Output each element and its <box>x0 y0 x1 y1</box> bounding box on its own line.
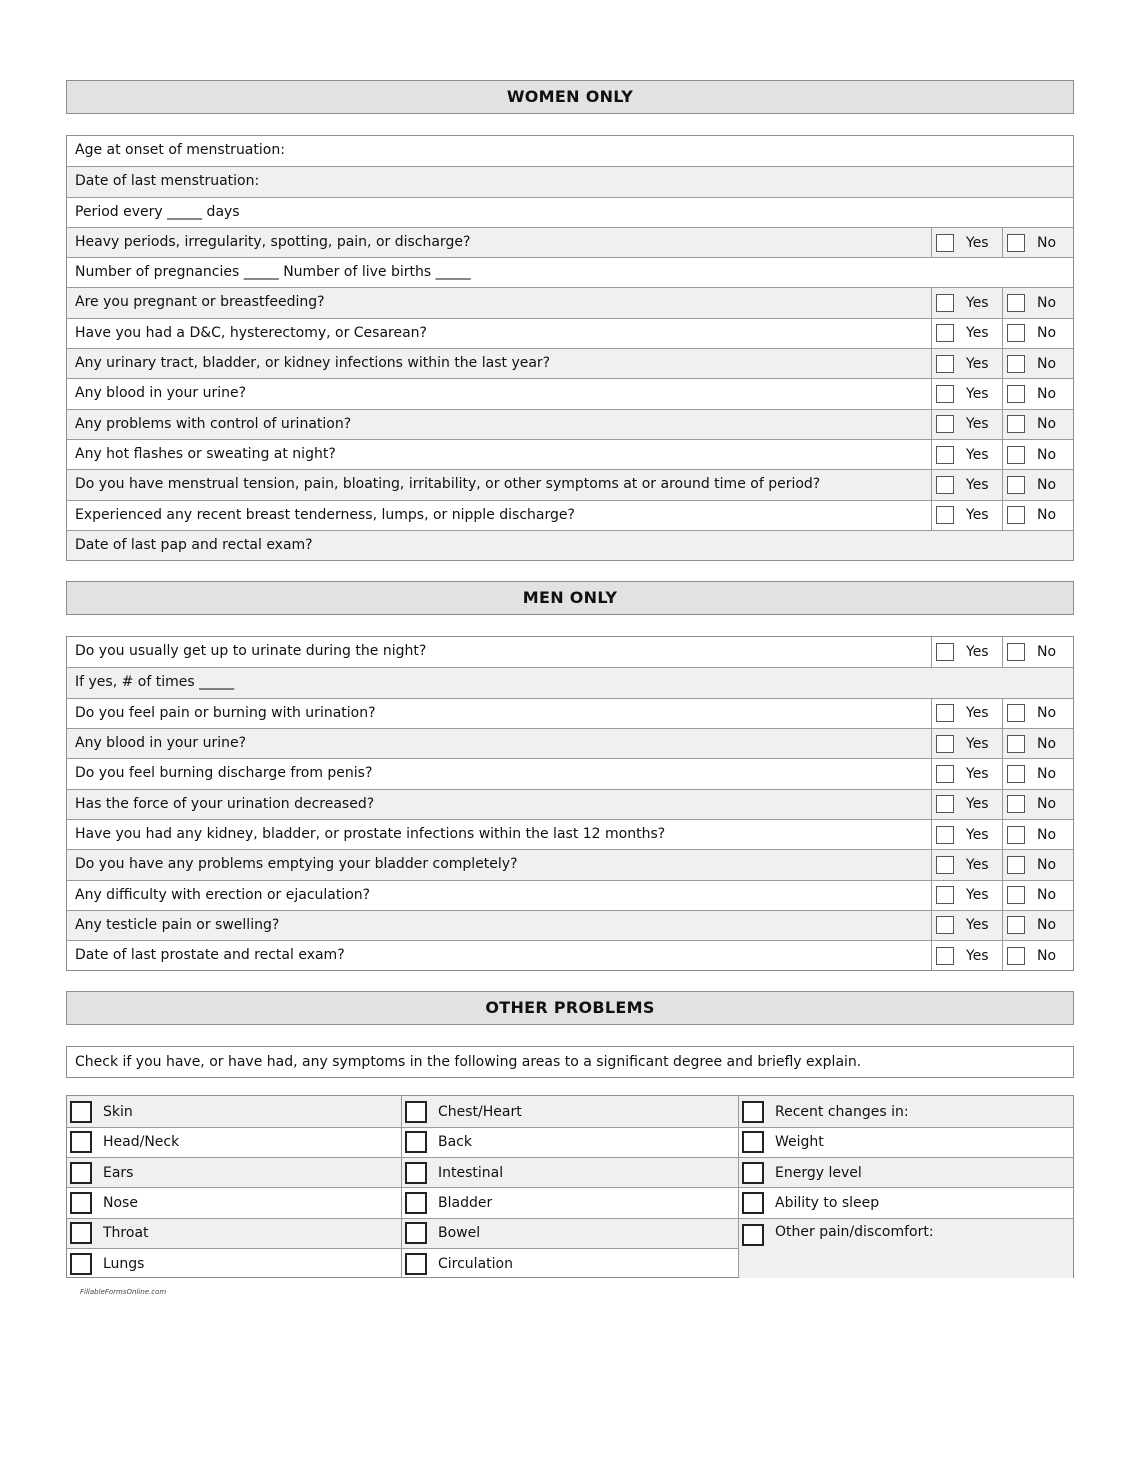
men-question-row <box>67 698 1073 728</box>
symptom-item <box>739 1187 1073 1217</box>
yes-option <box>931 501 1002 530</box>
yes-label: Yes <box>966 507 989 524</box>
yes-label: Yes <box>966 325 989 342</box>
no-option <box>1002 470 1073 499</box>
symptom-label: Ability to sleep <box>775 1194 880 1211</box>
no-checkbox[interactable] <box>1007 476 1025 494</box>
yes-option <box>931 379 1002 408</box>
symptom-label: Head/Neck <box>103 1134 180 1151</box>
question-text: Heavy periods, irregularity, spotting, pain, or discharge? <box>75 233 471 250</box>
symptom-checkbox[interactable] <box>405 1222 427 1244</box>
symptom-item <box>67 1187 401 1217</box>
yes-checkbox[interactable] <box>936 476 954 494</box>
yes-checkbox[interactable] <box>936 826 954 844</box>
no-option <box>1002 699 1073 728</box>
yes-option <box>931 911 1002 940</box>
yes-label: Yes <box>966 947 989 964</box>
women-question-row <box>67 257 1073 287</box>
no-label: No <box>1037 446 1057 463</box>
yes-checkbox[interactable] <box>936 916 954 934</box>
yes-option <box>931 941 1002 970</box>
no-label: No <box>1037 826 1057 843</box>
symptom-checkbox[interactable] <box>70 1131 92 1153</box>
symptom-checkbox[interactable] <box>742 1131 764 1153</box>
no-checkbox[interactable] <box>1007 446 1025 464</box>
symptom-item <box>67 1248 401 1278</box>
symptom-checkbox[interactable] <box>70 1222 92 1244</box>
yes-option <box>931 349 1002 378</box>
no-checkbox[interactable] <box>1007 765 1025 783</box>
symptom-item <box>402 1157 738 1187</box>
no-option <box>1002 729 1073 758</box>
no-option <box>1002 319 1073 348</box>
yes-option <box>931 881 1002 910</box>
yes-option <box>931 319 1002 348</box>
no-option <box>1002 501 1073 530</box>
no-checkbox[interactable] <box>1007 355 1025 373</box>
symptom-label: Bladder <box>438 1194 493 1211</box>
women-question-row <box>67 500 1073 530</box>
women-question-row <box>67 197 1073 227</box>
no-label: No <box>1037 796 1057 813</box>
yes-option <box>931 228 1002 257</box>
symptom-label: Lungs <box>103 1255 145 1272</box>
yes-option <box>931 759 1002 788</box>
no-label: No <box>1037 644 1057 661</box>
no-label: No <box>1037 476 1057 493</box>
yes-checkbox[interactable] <box>936 446 954 464</box>
question-text: Have you had a D&C, hysterectomy, or Cesarean? <box>75 324 427 341</box>
women-question-row <box>67 439 1073 469</box>
symptom-checkbox[interactable] <box>405 1131 427 1153</box>
symptom-checkbox[interactable] <box>742 1162 764 1184</box>
symptom-item <box>402 1127 738 1157</box>
symptom-label: Skin <box>103 1103 133 1120</box>
symptom-label: Other pain/discomfort: <box>775 1223 934 1240</box>
footer-watermark: FillableFormsOnline.com <box>80 1288 167 1296</box>
no-label: No <box>1037 416 1057 433</box>
question-text: Any blood in your urine? <box>75 735 247 752</box>
no-option <box>1002 349 1073 378</box>
question-text: Do you usually get up to urinate during the night? <box>75 643 427 660</box>
question-text: Do you have menstrual tension, pain, bloating, irritability, or other symptoms at or around time of period? <box>75 476 821 493</box>
symptom-item <box>402 1218 738 1248</box>
no-option <box>1002 228 1073 257</box>
question-text: Any problems with control of urination? <box>75 415 352 432</box>
yes-checkbox[interactable] <box>936 324 954 342</box>
symptom-checkbox[interactable] <box>70 1192 92 1214</box>
yes-label: Yes <box>966 705 989 722</box>
symptom-item <box>402 1187 738 1217</box>
no-label: No <box>1037 507 1057 524</box>
yes-label: Yes <box>966 416 989 433</box>
no-checkbox[interactable] <box>1007 704 1025 722</box>
women-only-table <box>66 135 1074 561</box>
no-label: No <box>1037 234 1057 251</box>
symptom-label: Energy level <box>775 1164 862 1181</box>
symptom-item <box>402 1096 738 1126</box>
other-problems-instructions: Check if you have, or have had, any symptoms in the following areas to a significant degree and briefly explain. <box>66 1046 1074 1078</box>
no-checkbox[interactable] <box>1007 294 1025 312</box>
no-label: No <box>1037 735 1057 752</box>
question-text: Number of pregnancies _____ Number of live births _____ <box>75 264 471 281</box>
yes-label: Yes <box>966 386 989 403</box>
no-label: No <box>1037 386 1057 403</box>
symptom-item <box>739 1218 1073 1278</box>
no-checkbox[interactable] <box>1007 643 1025 661</box>
other-problems-grid <box>66 1095 1074 1278</box>
symptom-column <box>738 1096 1073 1277</box>
no-option <box>1002 820 1073 849</box>
yes-checkbox[interactable] <box>936 355 954 373</box>
yes-checkbox[interactable] <box>936 765 954 783</box>
question-text: Have you had any kidney, bladder, or prostate infections within the last 12 months? <box>75 825 666 842</box>
symptom-item <box>67 1096 401 1126</box>
question-text: If yes, # of times _____ <box>75 674 235 691</box>
yes-checkbox[interactable] <box>936 385 954 403</box>
no-checkbox[interactable] <box>1007 795 1025 813</box>
yes-label: Yes <box>966 765 989 782</box>
question-text: Do you feel pain or burning with urination? <box>75 704 376 721</box>
no-checkbox[interactable] <box>1007 886 1025 904</box>
question-text: Are you pregnant or breastfeeding? <box>75 294 325 311</box>
women-question-row <box>67 348 1073 378</box>
women-question-row <box>67 530 1073 560</box>
no-option <box>1002 288 1073 317</box>
yes-option <box>931 820 1002 849</box>
symptom-item <box>739 1096 1073 1126</box>
men-question-row <box>67 849 1073 879</box>
symptom-checkbox[interactable] <box>742 1101 764 1123</box>
yes-checkbox[interactable] <box>936 947 954 965</box>
no-option <box>1002 790 1073 819</box>
symptom-label: Circulation <box>438 1255 513 1272</box>
symptom-checkbox[interactable] <box>742 1224 764 1246</box>
symptom-item <box>739 1157 1073 1187</box>
question-text: Date of last menstruation: <box>75 173 260 190</box>
no-checkbox[interactable] <box>1007 826 1025 844</box>
yes-option <box>931 440 1002 469</box>
no-label: No <box>1037 355 1057 372</box>
yes-option <box>931 699 1002 728</box>
no-checkbox[interactable] <box>1007 385 1025 403</box>
yes-checkbox[interactable] <box>936 856 954 874</box>
symptom-checkbox[interactable] <box>70 1162 92 1184</box>
women-only-header: WOMEN ONLY <box>66 80 1074 114</box>
no-checkbox[interactable] <box>1007 324 1025 342</box>
men-question-row <box>67 940 1073 970</box>
yes-label: Yes <box>966 644 989 661</box>
no-option <box>1002 440 1073 469</box>
symptom-label: Ears <box>103 1164 134 1181</box>
no-option <box>1002 881 1073 910</box>
women-question-row <box>67 227 1073 257</box>
yes-checkbox[interactable] <box>936 234 954 252</box>
women-question-row <box>67 469 1073 499</box>
form-page <box>66 80 1074 1278</box>
men-question-row <box>67 728 1073 758</box>
question-text: Experienced any recent breast tenderness, lumps, or nipple discharge? <box>75 506 575 523</box>
yes-checkbox[interactable] <box>936 643 954 661</box>
women-question-row <box>67 409 1073 439</box>
symptom-item <box>67 1127 401 1157</box>
question-text: Has the force of your urination decreased? <box>75 795 375 812</box>
no-option <box>1002 941 1073 970</box>
yes-option <box>931 288 1002 317</box>
yes-option <box>931 410 1002 439</box>
no-option <box>1002 850 1073 879</box>
men-question-row <box>67 637 1073 667</box>
men-question-row <box>67 789 1073 819</box>
symptom-item <box>739 1127 1073 1157</box>
yes-checkbox[interactable] <box>936 294 954 312</box>
yes-checkbox[interactable] <box>936 795 954 813</box>
symptom-checkbox[interactable] <box>70 1101 92 1123</box>
men-question-row <box>67 667 1073 697</box>
women-question-row <box>67 318 1073 348</box>
question-text: Do you feel burning discharge from penis? <box>75 765 373 782</box>
yes-label: Yes <box>966 856 989 873</box>
no-label: No <box>1037 295 1057 312</box>
symptom-label: Bowel <box>438 1225 481 1242</box>
yes-option <box>931 729 1002 758</box>
symptom-column <box>401 1096 738 1277</box>
women-question-row <box>67 378 1073 408</box>
symptom-checkbox[interactable] <box>405 1253 427 1275</box>
no-checkbox[interactable] <box>1007 856 1025 874</box>
symptom-item <box>67 1218 401 1248</box>
men-only-header: MEN ONLY <box>66 581 1074 615</box>
yes-label: Yes <box>966 295 989 312</box>
symptom-label: Nose <box>103 1194 138 1211</box>
question-text: Any testicle pain or swelling? <box>75 916 280 933</box>
no-label: No <box>1037 856 1057 873</box>
yes-checkbox[interactable] <box>936 704 954 722</box>
symptom-checkbox[interactable] <box>405 1162 427 1184</box>
no-option <box>1002 637 1073 667</box>
symptom-item <box>67 1157 401 1187</box>
no-checkbox[interactable] <box>1007 415 1025 433</box>
yes-checkbox[interactable] <box>936 735 954 753</box>
no-label: No <box>1037 917 1057 934</box>
symptom-column <box>67 1096 401 1277</box>
no-checkbox[interactable] <box>1007 234 1025 252</box>
no-label: No <box>1037 705 1057 722</box>
symptom-item <box>402 1248 738 1278</box>
men-question-row <box>67 910 1073 940</box>
symptom-checkbox[interactable] <box>405 1101 427 1123</box>
question-text: Age at onset of menstruation: <box>75 142 285 158</box>
yes-label: Yes <box>966 826 989 843</box>
men-question-row <box>67 880 1073 910</box>
yes-label: Yes <box>966 446 989 463</box>
women-question-row <box>67 166 1073 196</box>
question-text: Any hot flashes or sweating at night? <box>75 445 336 462</box>
yes-label: Yes <box>966 355 989 372</box>
symptom-checkbox[interactable] <box>405 1192 427 1214</box>
yes-label: Yes <box>966 234 989 251</box>
question-text: Any blood in your urine? <box>75 385 247 402</box>
yes-checkbox[interactable] <box>936 415 954 433</box>
yes-option <box>931 850 1002 879</box>
symptom-label: Throat <box>103 1225 149 1242</box>
yes-label: Yes <box>966 917 989 934</box>
yes-label: Yes <box>966 887 989 904</box>
no-label: No <box>1037 765 1057 782</box>
symptom-label: Recent changes in: <box>775 1103 909 1120</box>
no-checkbox[interactable] <box>1007 947 1025 965</box>
yes-label: Yes <box>966 735 989 752</box>
symptom-label: Back <box>438 1134 472 1151</box>
no-label: No <box>1037 947 1057 964</box>
symptom-checkbox[interactable] <box>70 1253 92 1275</box>
no-label: No <box>1037 887 1057 904</box>
symptom-label: Intestinal <box>438 1164 504 1181</box>
question-text: Date of last prostate and rectal exam? <box>75 947 345 964</box>
no-label: No <box>1037 325 1057 342</box>
yes-label: Yes <box>966 796 989 813</box>
symptom-checkbox[interactable] <box>742 1192 764 1214</box>
no-checkbox[interactable] <box>1007 916 1025 934</box>
yes-label: Yes <box>966 476 989 493</box>
women-question-row <box>67 287 1073 317</box>
men-question-row <box>67 819 1073 849</box>
symptom-label: Chest/Heart <box>438 1103 522 1120</box>
men-only-table <box>66 636 1074 971</box>
yes-checkbox[interactable] <box>936 506 954 524</box>
question-text: Any urinary tract, bladder, or kidney infections within the last year? <box>75 355 551 372</box>
symptom-label: Weight <box>775 1134 824 1151</box>
no-option <box>1002 410 1073 439</box>
yes-option <box>931 790 1002 819</box>
no-option <box>1002 911 1073 940</box>
question-text: Do you have any problems emptying your bladder completely? <box>75 856 518 873</box>
yes-option <box>931 637 1002 667</box>
no-checkbox[interactable] <box>1007 735 1025 753</box>
no-option <box>1002 379 1073 408</box>
question-text: Date of last pap and rectal exam? <box>75 536 313 553</box>
question-text: Any difficulty with erection or ejaculation? <box>75 886 371 903</box>
men-question-row <box>67 758 1073 788</box>
question-text: Period every _____ days <box>75 203 240 220</box>
other-problems-header: OTHER PROBLEMS <box>66 991 1074 1025</box>
yes-option <box>931 470 1002 499</box>
no-checkbox[interactable] <box>1007 506 1025 524</box>
yes-checkbox[interactable] <box>936 886 954 904</box>
no-option <box>1002 759 1073 788</box>
women-question-row <box>67 136 1073 166</box>
